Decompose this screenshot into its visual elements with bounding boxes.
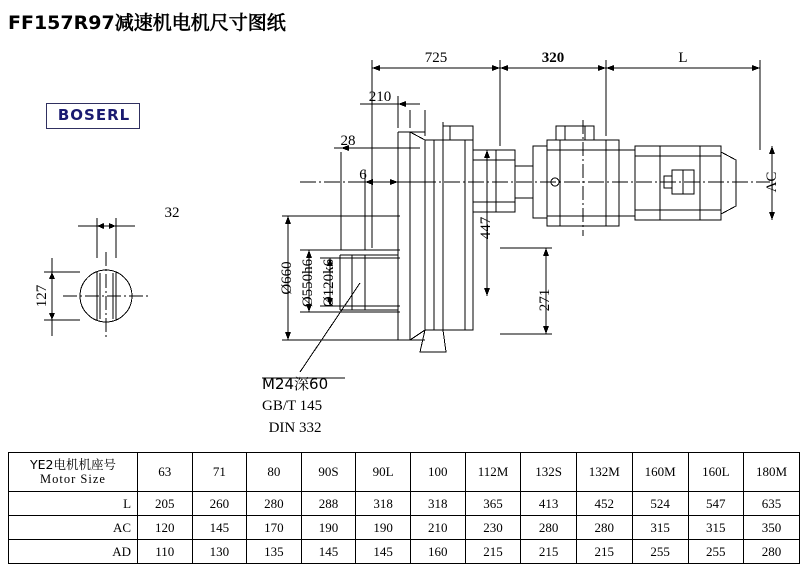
dim-label-32: 32 (164, 205, 180, 221)
table-cell: 160L (688, 453, 743, 492)
table-cell: 413 (521, 492, 576, 516)
dim-label-28: 28 (340, 133, 356, 149)
dim-label-dia660: Ø660 (279, 261, 295, 295)
table-cell: 215 (465, 540, 521, 564)
table-cell: 120 (138, 516, 193, 540)
table-cell: 160 (411, 540, 466, 564)
table-cell: 255 (688, 540, 743, 564)
table-cell: 145 (356, 540, 411, 564)
table-cell: 190 (356, 516, 411, 540)
table-cell: 280 (247, 492, 302, 516)
gearbox-side-view (300, 120, 770, 352)
dim-label-AC: AC (764, 171, 780, 193)
table-cell: 90L (356, 453, 411, 492)
table-row (9, 492, 800, 516)
table-cell: 135 (247, 540, 302, 564)
table-cell: 170 (247, 516, 302, 540)
thread-callout-block (262, 374, 328, 439)
dim-extension-lines (341, 60, 760, 250)
table-cell: 90S (301, 453, 356, 492)
dim-label-725: 725 (424, 50, 448, 66)
table-cell: 145 (192, 516, 247, 540)
table-cell: 230 (465, 516, 521, 540)
thread-callout-line1: M24深60 (262, 375, 329, 393)
table-cell: 180M (744, 453, 800, 492)
table-rowhead-AD: AD (9, 540, 138, 564)
table-cell: 280 (521, 516, 576, 540)
table-cell: 280 (576, 516, 632, 540)
thread-callout-line3: DIN 332 (268, 419, 322, 436)
table-cell: 190 (301, 516, 356, 540)
table-cell: 100 (411, 453, 466, 492)
dim-label-210: 210 (368, 89, 392, 105)
table-cell: 547 (688, 492, 743, 516)
table-cell: 63 (138, 453, 193, 492)
thread-callout-line2: GB/T 145 (262, 397, 323, 414)
dim-label-6: 6 (359, 167, 367, 183)
table-cell: 110 (138, 540, 193, 564)
table-cell: 318 (411, 492, 466, 516)
table-rowhead-motor-size (9, 453, 138, 492)
table-cell: 288 (301, 492, 356, 516)
table-cell: 452 (576, 492, 632, 516)
table-cell: 524 (632, 492, 688, 516)
table-row-header (9, 453, 800, 492)
table-cell: 145 (301, 540, 356, 564)
dim-label-L: L (678, 50, 688, 66)
table-cell: 215 (576, 540, 632, 564)
table-cell: 132S (521, 453, 576, 492)
page-title: FF157R97减速机电机尺寸图纸 (8, 12, 286, 34)
table-cell: 260 (192, 492, 247, 516)
brand-logo-text: BOSERL (57, 106, 131, 124)
table-cell: 280 (744, 540, 800, 564)
table-cell: 210 (411, 516, 466, 540)
dim-label-271: 271 (537, 288, 553, 312)
dim-label-447: 447 (478, 216, 494, 240)
table-cell: 132M (576, 453, 632, 492)
table-rowhead-en: Motor Size (40, 472, 106, 486)
table-cell: 255 (632, 540, 688, 564)
table-cell: 71 (192, 453, 247, 492)
table-cell: 130 (192, 540, 247, 564)
table-cell: 635 (744, 492, 800, 516)
table-rowhead-L: L (9, 492, 138, 516)
table-cell: 160M (632, 453, 688, 492)
table-row (9, 516, 800, 540)
table-cell: 205 (138, 492, 193, 516)
table-cell: 315 (632, 516, 688, 540)
dim-label-dia550: Ø550h6 (300, 258, 316, 308)
motor-size-table (8, 452, 800, 564)
table-rowhead-cjk: YE2电机机座号 (30, 456, 116, 472)
table-cell: 80 (247, 453, 302, 492)
dim-label-dia120: Ø120k6 (321, 258, 337, 308)
table-cell: 365 (465, 492, 521, 516)
table-cell: 215 (521, 540, 576, 564)
left-shaft-end-view (63, 252, 150, 340)
table-cell: 350 (744, 516, 800, 540)
table-cell: 112M (465, 453, 521, 492)
table-cell: 315 (688, 516, 743, 540)
table-cell: 318 (356, 492, 411, 516)
dim-label-320: 320 (541, 50, 565, 66)
table-row (9, 540, 800, 564)
table-rowhead-AC: AC (9, 516, 138, 540)
dim-label-127: 127 (34, 284, 50, 308)
